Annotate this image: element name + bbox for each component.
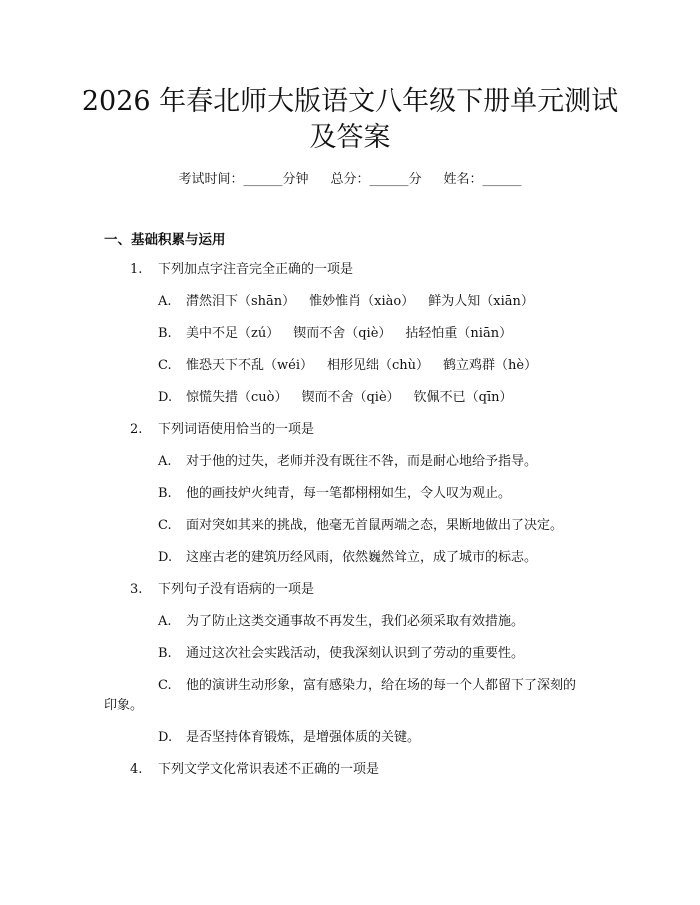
option-letter: D.	[158, 730, 173, 745]
q3-option-a	[158, 612, 524, 632]
question-3	[130, 580, 314, 600]
option-text: 他的演讲生动形象，富有感染力，给在场的每一个人都留下了深刻的	[186, 678, 577, 693]
question-number: 3.	[130, 582, 143, 597]
option-letter: A.	[158, 454, 172, 469]
option-letter: A.	[158, 294, 172, 309]
question-number: 2.	[130, 422, 143, 437]
question-stem: 下列加点字注音完全正确的一项是	[158, 262, 354, 277]
q1-option-c	[158, 356, 551, 376]
option-item: 拈轻怕重（niān）	[405, 326, 513, 341]
question-1	[130, 260, 353, 280]
option-text: 他的画技炉火纯青，每一笔都栩栩如生，令人叹为观止。	[186, 486, 512, 501]
option-text: 对于他的过失，老师并没有既往不咎，而是耐心地给予指导。	[186, 454, 538, 469]
option-item: 惟恐天下不乱（wéi）	[186, 358, 313, 373]
total-score-field: 总分：______分	[330, 172, 422, 187]
option-letter: B.	[158, 326, 172, 341]
student-name-field: 姓名：______	[443, 172, 522, 187]
exam-meta	[0, 168, 700, 187]
q2-option-a	[158, 452, 537, 472]
option-letter: D.	[158, 550, 173, 565]
option-text: 面对突如其来的挑战，他毫无首鼠两端之态，果断地做出了决定。	[186, 518, 564, 533]
question-4	[130, 760, 379, 780]
document-title-line1: 2026 年春北师大版语文八年级下册单元测试	[81, 86, 619, 117]
q2-option-d	[158, 548, 537, 568]
option-item: 锲而不舍（qiè）	[301, 390, 400, 405]
question-number: 1.	[130, 262, 143, 277]
q3-option-b	[158, 644, 524, 664]
option-text: 这座古老的建筑历经风雨，依然巍然耸立，成了城市的标志。	[186, 550, 538, 565]
document-title-line2: 及答案	[309, 122, 391, 153]
option-item: 锲而不舍（qiè）	[293, 326, 392, 341]
option-text: 为了防止这类交通事故不再发生，我们必须采取有效措施。	[186, 614, 525, 629]
q1-option-b	[158, 324, 526, 344]
option-letter: B.	[158, 486, 172, 501]
q1-option-d	[158, 388, 527, 408]
q1-option-a	[158, 292, 548, 312]
q2-option-b	[158, 484, 511, 504]
question-2	[130, 420, 314, 440]
option-item: 鲜为人知（xiān）	[428, 294, 534, 309]
section-heading: 一、基础积累与运用	[104, 232, 226, 248]
option-letter: A.	[158, 614, 172, 629]
option-letter: C.	[158, 678, 172, 693]
question-number: 4.	[130, 762, 143, 777]
option-letter: C.	[158, 358, 172, 373]
q3-option-c-continuation: 印象。	[104, 698, 144, 713]
option-letter: B.	[158, 646, 172, 661]
q2-option-c	[158, 516, 563, 536]
q3-option-d	[158, 728, 420, 748]
question-stem: 下列词语使用恰当的一项是	[158, 422, 315, 437]
question-stem: 下列文学文化常识表述不正确的一项是	[158, 762, 380, 777]
option-text: 是否坚持体育锻炼，是增强体质的关键。	[186, 730, 421, 745]
option-item: 钦佩不已（qīn）	[413, 390, 513, 405]
option-item: 潸然泪下（shān）	[186, 294, 296, 309]
option-letter: D.	[158, 390, 173, 405]
q3-option-c	[158, 676, 576, 696]
exam-time-field: 考试时间：______分钟	[178, 172, 309, 187]
option-item: 惟妙惟肖（xiào）	[309, 294, 415, 309]
option-item: 相形见绌（chù）	[326, 358, 430, 373]
question-stem: 下列句子没有语病的一项是	[158, 582, 315, 597]
option-item: 鹤立鸡群（hè）	[443, 358, 538, 373]
option-letter: C.	[158, 518, 172, 533]
option-item: 惊慌失措（cuò）	[186, 390, 288, 405]
option-text: 通过这次社会实践活动，使我深刻认识到了劳动的重要性。	[186, 646, 525, 661]
option-item: 美中不足（zú）	[186, 326, 280, 341]
